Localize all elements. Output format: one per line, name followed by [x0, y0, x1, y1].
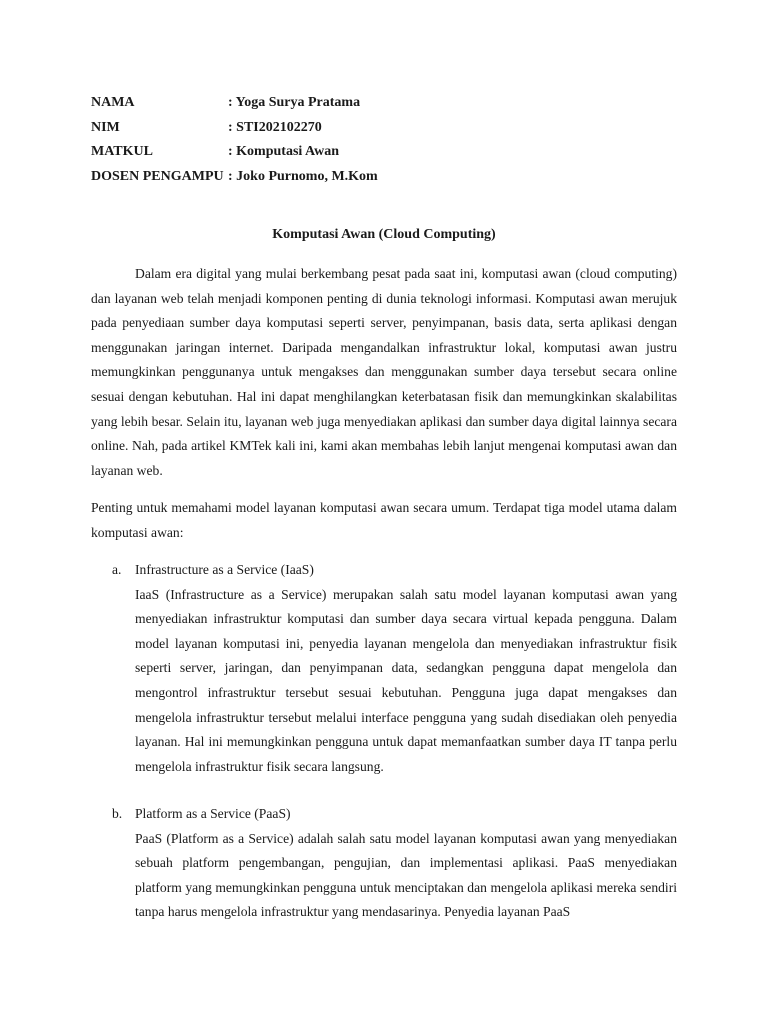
info-label: DOSEN PENGAMPU [91, 168, 224, 184]
list-marker: a. [112, 562, 122, 577]
info-value: : STI202102270 [228, 119, 322, 135]
document-title: Komputasi Awan (Cloud Computing) [272, 227, 496, 242]
info-label: NAMA [91, 95, 135, 110]
info-row-dosen [91, 165, 378, 190]
info-label: MATKUL [91, 144, 153, 160]
list-item-iaas [91, 558, 677, 779]
list-item-paas [91, 802, 677, 925]
info-row-nim [91, 116, 378, 141]
info-value: : Yoga Surya Pratama [228, 95, 361, 110]
list-body: IaaS (Infrastructure as a Service) merupakan salah satu model layanan komputasi awan yang menyediakan infrastruktur komputasi dan sumber daya secara virtual kepada pengguna. Dalam model layanan komputasi ini, penyedia layanan mengelola dan menyediakan infrastruktur fisik seperti server, jaringan, dan penyimpanan data, sedangkan pengguna dapat mengelola dan mengontrol infrastruktur tersebut sesuai kebutuhan. Pengguna juga dapat mengakses dan mengelola infrastruktur tersebut melalui interface pengguna yang sudah disediakan oleh penyedia layanan. Hal ini memungkinkan pengguna untuk dapat memanfaatkan sumber daya IT tanpa perlu mengelola infrastruktur fisik secara langsung. [135, 586, 677, 774]
info-value: : Joko Purnomo, M.Kom [228, 168, 378, 184]
info-label: NIM [91, 119, 120, 135]
info-row-nama [91, 91, 378, 116]
list-body: PaaS (Platform as a Service) adalah salah satu model layanan komputasi awan yang menyediakan sebuah platform pengembangan, pengujian, dan implementasi aplikasi. PaaS menyediakan platform yang memungkinkan pengguna untuk menciptakan dan mengelola aplikasi mereka sendiri tanpa harus mengelola infrastruktur yang mendasarinya. Penyedia layanan PaaS [135, 830, 677, 920]
models-intro-paragraph: Penting untuk memahami model layanan komputasi awan secara umum. Terdapat tiga model utama dalam komputasi awan: [91, 500, 677, 540]
list-heading: Platform as a Service (PaaS) [135, 806, 291, 821]
info-row-matkul [91, 140, 378, 165]
intro-paragraph: Dalam era digital yang mulai berkembang pesat pada saat ini, komputasi awan (cloud computing) dan layanan web telah menjadi komponen penting di dunia teknologi informasi. Komputasi awan merujuk pada penyediaan sumber daya komputasi seperti server, penyimpanan, basis data, serta aplikasi dengan menggunakan jaringan internet. Daripada mengandalkan infrastruktur lokal, komputasi awan justru memungkinkan penggunanya untuk mengakses dan menggunakan sumber daya tersebut secara online sesuai dengan kebutuhan. Hal ini dapat menghilangkan keterbatasan fisik dan memungkinkan skalabilitas yang lebih besar. Selain itu, layanan web juga menyediakan aplikasi dan sumber daya digital lainnya secara online. Nah, pada artikel KMTek kali ini, kami akan membahas lebih lanjut mengenai komputasi awan dan layanan web. [91, 266, 677, 478]
list-heading: Infrastructure as a Service (IaaS) [135, 562, 314, 577]
student-info [91, 91, 378, 189]
info-value: : Komputasi Awan [228, 144, 339, 160]
list-marker: b. [112, 806, 123, 821]
